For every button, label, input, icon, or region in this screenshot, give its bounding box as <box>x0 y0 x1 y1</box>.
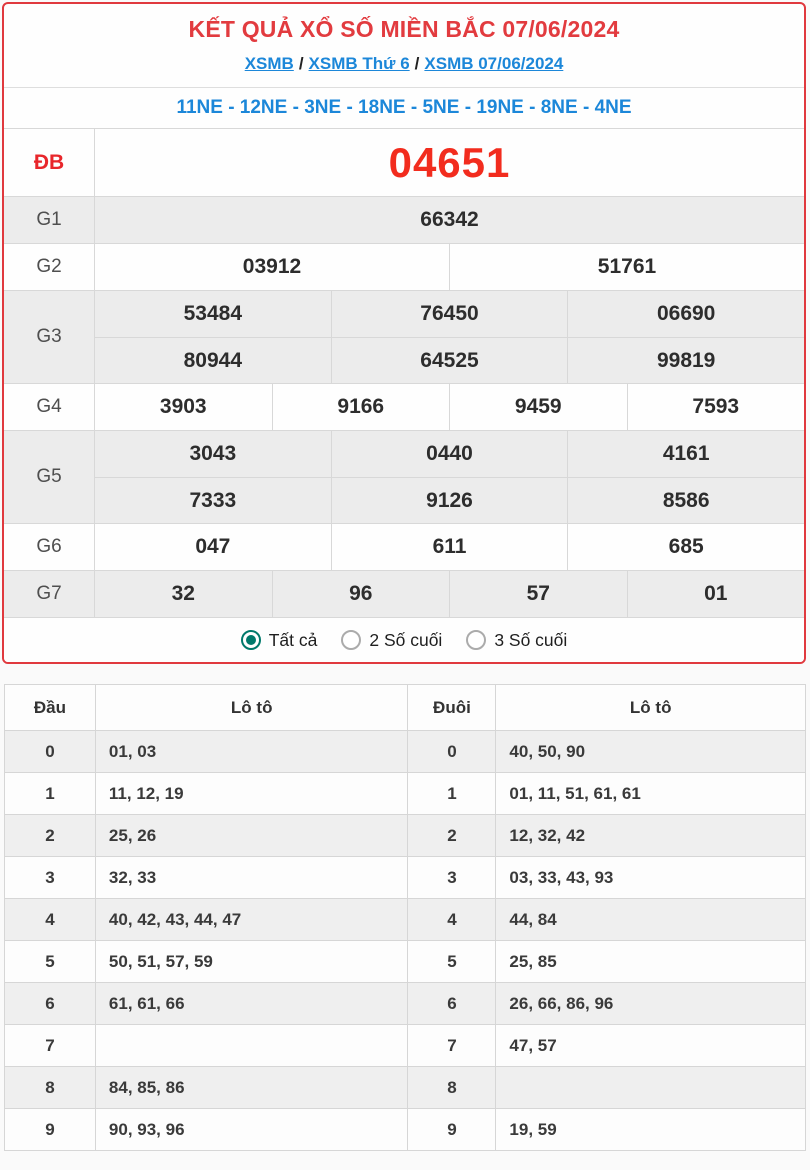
prize-number: 8586 <box>567 478 804 523</box>
loto-cell: 40, 42, 43, 44, 47 <box>95 899 408 941</box>
prize-label-g2: G2 <box>36 256 62 277</box>
loto-header-loto-left: Lô tô <box>95 685 408 731</box>
prize-label-g4: G4 <box>36 396 62 417</box>
prize-number: 66342 <box>420 208 479 231</box>
radio-unselected-icon[interactable] <box>341 630 361 650</box>
prize-label-g6: G6 <box>36 536 62 557</box>
prize-row-g5 <box>4 430 804 523</box>
prize-number: 76450 <box>331 291 568 337</box>
loto-cell: 90, 93, 96 <box>95 1109 408 1151</box>
table-row <box>5 1067 806 1109</box>
prize-number: 3903 <box>159 395 207 418</box>
prize-number: 047 <box>195 535 231 558</box>
loto-table <box>4 684 806 1151</box>
prize-row-g4 <box>4 383 804 430</box>
prize-label-db: ĐB <box>33 150 65 174</box>
dau-cell: 1 <box>5 773 96 815</box>
loto-header-loto-right: Lô tô <box>496 685 806 731</box>
duoi-cell: 1 <box>408 773 496 815</box>
loto-cell: 47, 57 <box>496 1025 806 1067</box>
filter-option-all[interactable] <box>241 630 318 651</box>
panel-header <box>4 4 804 88</box>
dau-cell: 7 <box>5 1025 96 1067</box>
prize-number: 3043 <box>189 442 237 465</box>
dau-cell: 8 <box>5 1067 96 1109</box>
duoi-cell: 7 <box>408 1025 496 1067</box>
filter-option-2-last-digits[interactable] <box>341 630 442 651</box>
dau-cell: 6 <box>5 983 96 1025</box>
breadcrumb <box>4 54 804 88</box>
duoi-cell: 6 <box>408 983 496 1025</box>
prize-number: 4161 <box>567 431 804 477</box>
table-row <box>5 815 806 857</box>
prize-number: 53484 <box>183 302 243 325</box>
loto-cell: 03, 33, 43, 93 <box>496 857 806 899</box>
prize-number: 80944 <box>183 348 243 372</box>
loto-cell: 12, 32, 42 <box>496 815 806 857</box>
prize-label-g7: G7 <box>36 583 62 604</box>
dau-cell: 0 <box>5 731 96 773</box>
loto-cell <box>496 1067 806 1109</box>
table-row <box>5 773 806 815</box>
prize-row-g2 <box>4 243 804 290</box>
table-row <box>5 983 806 1025</box>
prize-row-g6 <box>4 523 804 570</box>
loto-cell: 25, 26 <box>95 815 408 857</box>
table-row <box>5 857 806 899</box>
duoi-cell: 5 <box>408 941 496 983</box>
duoi-cell: 8 <box>408 1067 496 1109</box>
prize-number: 64525 <box>331 338 568 383</box>
loto-header-dau: Đầu <box>5 685 96 731</box>
prize-number: 9126 <box>331 478 568 523</box>
loto-cell: 01, 11, 51, 61, 61 <box>496 773 806 815</box>
prize-label-g5: G5 <box>36 466 62 487</box>
prize-label-g3: G3 <box>36 326 62 347</box>
radio-unselected-icon[interactable] <box>466 630 486 650</box>
result-panel <box>2 2 806 664</box>
prize-number: 9459 <box>449 384 627 430</box>
prize-row-db <box>4 128 804 196</box>
dau-cell: 2 <box>5 815 96 857</box>
duoi-cell: 3 <box>408 857 496 899</box>
prize-number: 57 <box>449 571 627 617</box>
loto-cell: 61, 61, 66 <box>95 983 408 1025</box>
filter-option-label: Tất cả <box>268 629 318 650</box>
loto-cell: 26, 66, 86, 96 <box>496 983 806 1025</box>
duoi-cell: 9 <box>408 1109 496 1151</box>
loto-cell: 11, 12, 19 <box>95 773 408 815</box>
loto-cell: 19, 59 <box>496 1109 806 1151</box>
breadcrumb-separator: / <box>298 54 304 73</box>
prize-number: 32 <box>171 582 195 605</box>
loto-header-duoi: Đuôi <box>408 685 496 731</box>
table-row <box>5 1025 806 1067</box>
table-row <box>5 899 806 941</box>
prize-number: 99819 <box>567 338 804 383</box>
prize-number: 611 <box>331 524 568 570</box>
prize-number: 03912 <box>242 255 302 278</box>
prize-number: 06690 <box>567 291 804 337</box>
dau-cell: 5 <box>5 941 96 983</box>
loto-cell: 44, 84 <box>496 899 806 941</box>
radio-selected-icon[interactable] <box>241 630 261 650</box>
loto-cell <box>95 1025 408 1067</box>
loto-header-row <box>5 685 806 731</box>
filter-option-label: 3 Số cuối <box>494 629 568 650</box>
loto-cell: 40, 50, 90 <box>496 731 806 773</box>
dau-cell: 9 <box>5 1109 96 1151</box>
table-row <box>5 1109 806 1151</box>
duoi-cell: 0 <box>408 731 496 773</box>
dau-cell: 3 <box>5 857 96 899</box>
prize-number: 96 <box>272 571 450 617</box>
filter-option-3-last-digits[interactable] <box>466 630 567 651</box>
prize-row-g1 <box>4 196 804 243</box>
prize-label-g1: G1 <box>36 209 62 230</box>
prize-number: 7593 <box>627 384 805 430</box>
page-title: KẾT QUẢ XỔ SỐ MIỀN BẮC 07/06/2024 <box>188 16 620 42</box>
prize-number: 01 <box>627 571 805 617</box>
duoi-cell: 4 <box>408 899 496 941</box>
filter-option-label: 2 Số cuối <box>369 629 443 650</box>
loto-cell: 84, 85, 86 <box>95 1067 408 1109</box>
breadcrumb-link-xsmb[interactable]: XSMB <box>244 54 294 73</box>
loto-cell: 32, 33 <box>95 857 408 899</box>
prize-number: 9166 <box>272 384 450 430</box>
prize-number: 685 <box>567 524 804 570</box>
prize-row-g7 <box>4 570 804 617</box>
prize-row-g3 <box>4 290 804 383</box>
loto-panel <box>4 684 806 1151</box>
loto-cell: 25, 85 <box>496 941 806 983</box>
prize-number: 0440 <box>331 431 568 477</box>
breadcrumb-separator: / <box>414 54 420 73</box>
table-row <box>5 731 806 773</box>
station-codes: 11NE - 12NE - 3NE - 18NE - 5NE - 19NE - 8NE - 4NE <box>176 97 632 118</box>
duoi-cell: 2 <box>408 815 496 857</box>
prize-number-db: 04651 <box>388 138 511 186</box>
loto-cell: 50, 51, 57, 59 <box>95 941 408 983</box>
table-row <box>5 941 806 983</box>
prize-number: 7333 <box>189 488 237 512</box>
loto-cell: 01, 03 <box>95 731 408 773</box>
breadcrumb-link-xsmb-thu6[interactable]: XSMB Thứ 6 <box>308 54 410 73</box>
filter-row <box>4 617 804 662</box>
prize-number: 51761 <box>449 244 804 290</box>
dau-cell: 4 <box>5 899 96 941</box>
breadcrumb-link-xsmb-date[interactable]: XSMB 07/06/2024 <box>424 54 564 73</box>
